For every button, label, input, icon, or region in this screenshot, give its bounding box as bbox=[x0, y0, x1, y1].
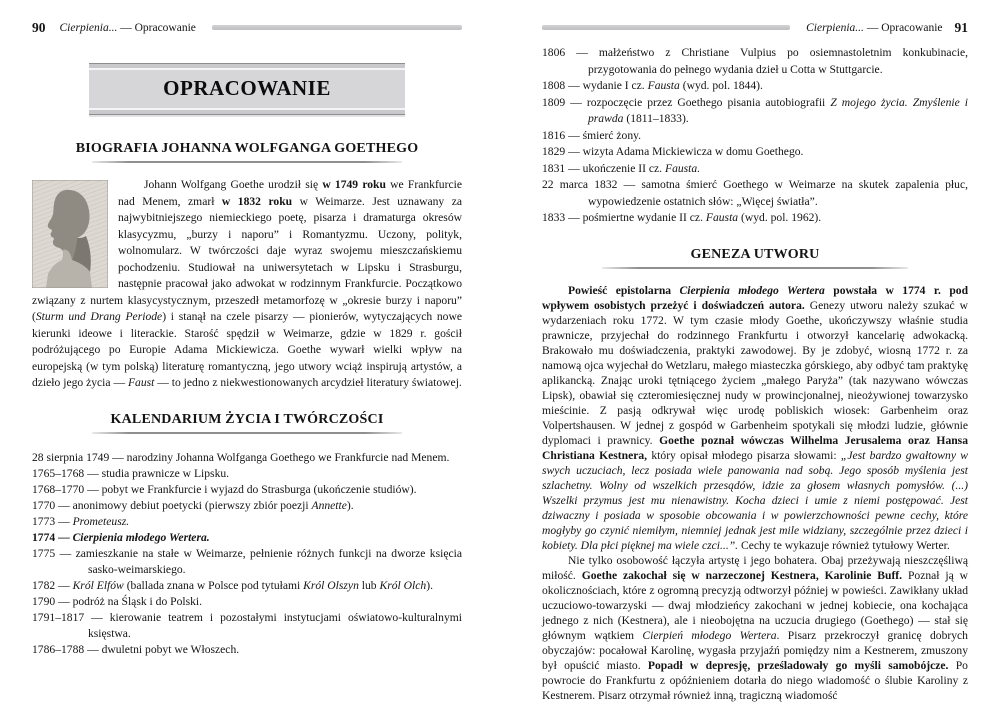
banner-title: OPRACOWANIE bbox=[89, 68, 405, 110]
text-segment: 22 marca 1832 — samotna śmierć Goethego w Weimarze na skutek zapalenia płuc, wypowiedzenie ostatnich słów: „Więcej światła”. bbox=[542, 178, 968, 208]
text-segment: Popadł w depresję, prześladowały go myśli samobójcze. bbox=[647, 658, 949, 672]
timeline-item bbox=[32, 530, 462, 546]
heading-rule bbox=[602, 267, 909, 269]
geneza-heading: GENEZA UTWORU bbox=[690, 246, 820, 262]
timeline-item bbox=[542, 128, 968, 145]
timeline-item bbox=[32, 642, 462, 658]
header-rule bbox=[212, 25, 462, 30]
text-segment: 1782 — bbox=[32, 578, 73, 592]
text-segment: Cierpienia młodego Wertera bbox=[679, 283, 825, 297]
calendar-heading: KALENDARIUM ŻYCIA I TWÓRCZOŚCI bbox=[110, 411, 384, 427]
page-number: 91 bbox=[954, 20, 968, 35]
text-segment: Genezy utworu należy szukać w wydarzeniach roku 1772. W tym czasie młody Goethe, ukończywszy właśnie studia prawnicze, przyjechał do rodzinnego Frankfurtu i otworzył kancelarię adwokacką. Brakowało mu doświadczenia, praktyki zawodowej. By je zdobyć, wiosną 1772 r. za namową ojca wyjechał do Wetzlaru, małego miasteczka górskiego, aby odbyć tam praktykę aplikancką. Znając uroki tętniącego życiem „małego Paryża” (tak nazywano wówczas Lipsk), obawiał się czteromiesięcznej nudy w prowincjonalnej, nieożywionej towarzysko mieścinie. Z pasją odkrywał więc urodę pobliskich wiosek: Garbenheim oraz Volpertshausen. W jednej z gospód w Garbenheim spotykali się młodzi ludzie, głównie dyplomaci i prawnicy. bbox=[542, 298, 968, 447]
running-title bbox=[60, 22, 196, 34]
heading-rule bbox=[92, 432, 402, 434]
text-segment: Faust bbox=[127, 376, 155, 389]
timeline-item bbox=[542, 144, 968, 161]
running-title-rest: — Opracowanie bbox=[863, 21, 943, 34]
text-segment: Cierpienia młodego Wertera. bbox=[72, 530, 210, 544]
page-right bbox=[542, 20, 968, 703]
text-segment: Cierpień młodego Wertera bbox=[642, 628, 777, 642]
timeline-item bbox=[32, 482, 462, 498]
timeline-item bbox=[32, 610, 462, 642]
timeline-item bbox=[32, 546, 462, 578]
calendar-list bbox=[32, 450, 462, 658]
text-segment: który opisał młodego pisarza słowami: bbox=[647, 448, 841, 462]
text-segment: . Pisarz przekroczył granicę dobrych obyczajów: pocałował Karolinę, wygasła przyjaźń pomiędzy nim a Kestnerem, zmuszony był opuścić miasto. bbox=[542, 628, 968, 672]
timeline-item bbox=[32, 514, 462, 530]
timeline-item bbox=[32, 466, 462, 482]
text-segment: lub bbox=[358, 578, 380, 592]
geneza-paragraph-2 bbox=[542, 553, 968, 703]
text-segment: w 1832 roku bbox=[221, 194, 293, 208]
text-segment: (1811–1833). bbox=[623, 112, 689, 125]
text-segment: Fausta bbox=[647, 79, 680, 92]
text-segment: 1816 — śmierć żony. bbox=[542, 128, 642, 142]
running-title bbox=[806, 22, 942, 34]
text-segment: 1773 — bbox=[32, 514, 73, 528]
text-segment: (wyd. pol. 1962). bbox=[738, 211, 822, 224]
text-segment: powstała w 1774 r. pod wpływem osobistych przeżyć i doświadczeń autora. bbox=[542, 283, 969, 312]
running-title-italic: Cierpienia... bbox=[59, 21, 118, 34]
page-number: 90 bbox=[32, 20, 46, 35]
timeline-item bbox=[32, 594, 462, 610]
timeline-item bbox=[542, 161, 968, 178]
text-segment: 28 sierpnia 1749 — narodziny Johanna Wolfganga Goethego we Frankfurcie nad Menem. bbox=[32, 450, 450, 464]
heading-rule bbox=[92, 161, 402, 163]
timeline-item bbox=[32, 498, 462, 514]
text-segment: ). bbox=[346, 498, 354, 512]
timeline-item bbox=[542, 177, 968, 210]
text-segment: Sturm und Drang Periode bbox=[35, 310, 163, 323]
header-rule bbox=[542, 25, 790, 30]
text-segment: Goethe zakochał się w narzeczonej Kestnera, Karolinie Buff. bbox=[581, 568, 903, 582]
text-segment: 1791–1817 — kierowanie teatrem i pozostałymi instytucjami oświatowo-kulturalnymi księstwa. bbox=[32, 610, 462, 640]
text-segment: 1831 — ukończenie II cz. bbox=[542, 161, 665, 175]
biography-block bbox=[32, 177, 462, 392]
text-segment: Król Olch bbox=[379, 578, 427, 592]
timeline-item bbox=[542, 210, 968, 227]
timeline-item bbox=[32, 578, 462, 594]
text-segment: Fausta bbox=[705, 211, 739, 224]
text-segment: ). bbox=[426, 578, 433, 592]
text-segment: Fausta. bbox=[664, 161, 701, 175]
text-segment: Powieść epistolarna bbox=[568, 283, 680, 297]
text-segment: 1786–1788 — dwuletni pobyt we Włoszech. bbox=[32, 642, 240, 656]
text-segment: 1790 — podróż na Śląsk i do Polski. bbox=[32, 594, 203, 608]
text-segment: Po powrocie do Frankfurtu z opóźnieniem dotarła do niego wiadomość o ślubie Karoliny z Kestnerem. Pisarz otrzymał również inną, tragiczną wiadomość bbox=[542, 658, 968, 702]
text-segment: Poznał ją w okolicznościach, które z ogromną precyzją odtworzył później w powieści. Zawikłany układ uczuciowo-towarzyski — dwaj młodzieńcy zakochani w jednej kobiecie, ona kochająca jednego z nich (Kestnera), ale i nieobojętna na uczucia drugiego (Goethego) — stał się głównym wątkiem bbox=[542, 568, 968, 642]
text-segment: Cechy te wykazuje również tytułowy Werter. bbox=[738, 538, 950, 552]
text-segment: w 1749 roku bbox=[322, 178, 386, 191]
timeline-item bbox=[542, 45, 968, 78]
text-segment: „Jest bardzo gwałtowny w swych uczuciach, lecz posiada wiele panowania nad sobą. Jego sposób myślenia jest szlachetny. Wolny od wszelkich przesądów, idzie za głosem własnych pomysłów. (...) Wszelki przymus jest mu nienawistny. Kocha dzieci i umie z niemi postępować. Jest dziwaczny i posiada w sposobie obcowania i w powierzchowności pewne cechy, które mogłyby go czynić niemiłym, niemniej jednak jest mile widziany, szczególnie przez dzieci i kobiety. Dla płci pięknej ma wiele czci...”. bbox=[542, 448, 968, 552]
text-segment: (wyd. pol. 1844). bbox=[679, 79, 763, 92]
text-segment: we Frankfurcie nad Menem, zmarł bbox=[118, 178, 462, 208]
text-segment: Król Elfów bbox=[72, 578, 124, 592]
geneza-paragraph-1 bbox=[542, 283, 968, 553]
page-left bbox=[32, 20, 462, 658]
text-segment: 1770 — anonimowy debiut poetycki (pierwszy zbiór poezji bbox=[32, 498, 312, 512]
text-segment: 1829 — wizyta Adama Mickiewicza w domu Goethego. bbox=[542, 145, 804, 158]
text-segment: (ballada znana w Polsce pod tytułami bbox=[123, 578, 304, 592]
text-segment: Prometeusz. bbox=[72, 514, 130, 528]
text-segment: 1774 — bbox=[32, 530, 73, 544]
text-segment: Goethe poznał wówczas Wilhelma Jerusalema oraz Hansa Christiana Kestnera, bbox=[542, 433, 968, 462]
text-segment: Johann Wolfgang Goethe urodził się bbox=[144, 178, 323, 191]
text-segment: — to jedno z niekwestionowanych arcydzieł literatury światowej. bbox=[154, 376, 462, 389]
text-segment: 1809 — rozpoczęcie przez Goethego pisania autobiografii bbox=[542, 95, 831, 109]
timeline-item bbox=[542, 78, 968, 95]
text-segment: Król Olszyn bbox=[303, 578, 359, 592]
timeline-item bbox=[32, 450, 462, 466]
biography-heading: BIOGRAFIA JOHANNA WOLFGANGA GOETHEGO bbox=[75, 141, 419, 156]
text-segment: Z mojego życia. Zmyślenie i prawda bbox=[588, 95, 969, 125]
text-segment: 1775 — zamieszkanie na stałe w Weimarze, pełnienie różnych funkcji na dworze księcia sasko-weimarskiego. bbox=[32, 546, 462, 576]
timeline-list bbox=[542, 45, 968, 227]
running-title-rest: — Opracowanie bbox=[117, 21, 196, 34]
goethe-portrait-image bbox=[32, 180, 108, 288]
text-segment: w Weimarze. Jest uznawany za najwybitniejszego niemieckiego poetę, pisarza i dramaturga okresów klasycyzmu, „burzy i naporu” i Romantyzmu. Uczony, polityk, wolnomularz. W twórczości daje wyraz swojemu mieszczańskiemu pochodzeniu. Studiował na uniwersytetach w Lipsku i Strasburgu, następnie pracował jako adwokat w rodzinnym Frankfurcie. Początkowo związany z nurtem klasycystycznym, przeszedł metamorfozę w „okresie burzy i naporu” ( bbox=[32, 194, 462, 323]
text-segment: 1765–1768 — studia prawnicze w Lipsku. bbox=[32, 466, 230, 480]
running-title-italic: Cierpienia... bbox=[806, 21, 864, 34]
text-segment: 1806 — małżeństwo z Christiane Vulpius po osiemnastoletnim konkubinacie, przygotowania do pełnego wydania dzieł u Cotta w Stuttgarcie. bbox=[542, 46, 968, 76]
timeline-item bbox=[542, 95, 968, 128]
text-segment: ) i stanął na czele pisarzy — pionierów, wytyczających nowe kierunki ideowe i literackie. Starość spędził w Weimarze, gdzie w 1829 r. gościł podróżującego po Europie Adama Mickiewicza. Goethe wywarł wielki wpływ na europejską (w tym polską) literaturę romantyczną, jego utwory wciąż inspirują artystów, a dzieło jego życia — bbox=[32, 310, 462, 389]
text-segment: 1808 — wydanie I cz. bbox=[542, 79, 648, 92]
text-segment: Nie tylko osobowość łączyła artystę i jego bohatera. Obaj przeżywają nieszczęśliwą miłość. bbox=[542, 553, 968, 582]
text-segment: 1833 — pośmiertne wydanie II cz. bbox=[542, 211, 706, 224]
text-segment: 1768–1770 — pobyt we Frankfurcie i wyjazd do Strasburga (ukończenie studiów). bbox=[32, 482, 417, 496]
section-banner bbox=[89, 63, 405, 115]
running-header-right bbox=[542, 20, 968, 35]
text-segment: Annette bbox=[311, 498, 347, 512]
running-header-left bbox=[32, 20, 462, 35]
